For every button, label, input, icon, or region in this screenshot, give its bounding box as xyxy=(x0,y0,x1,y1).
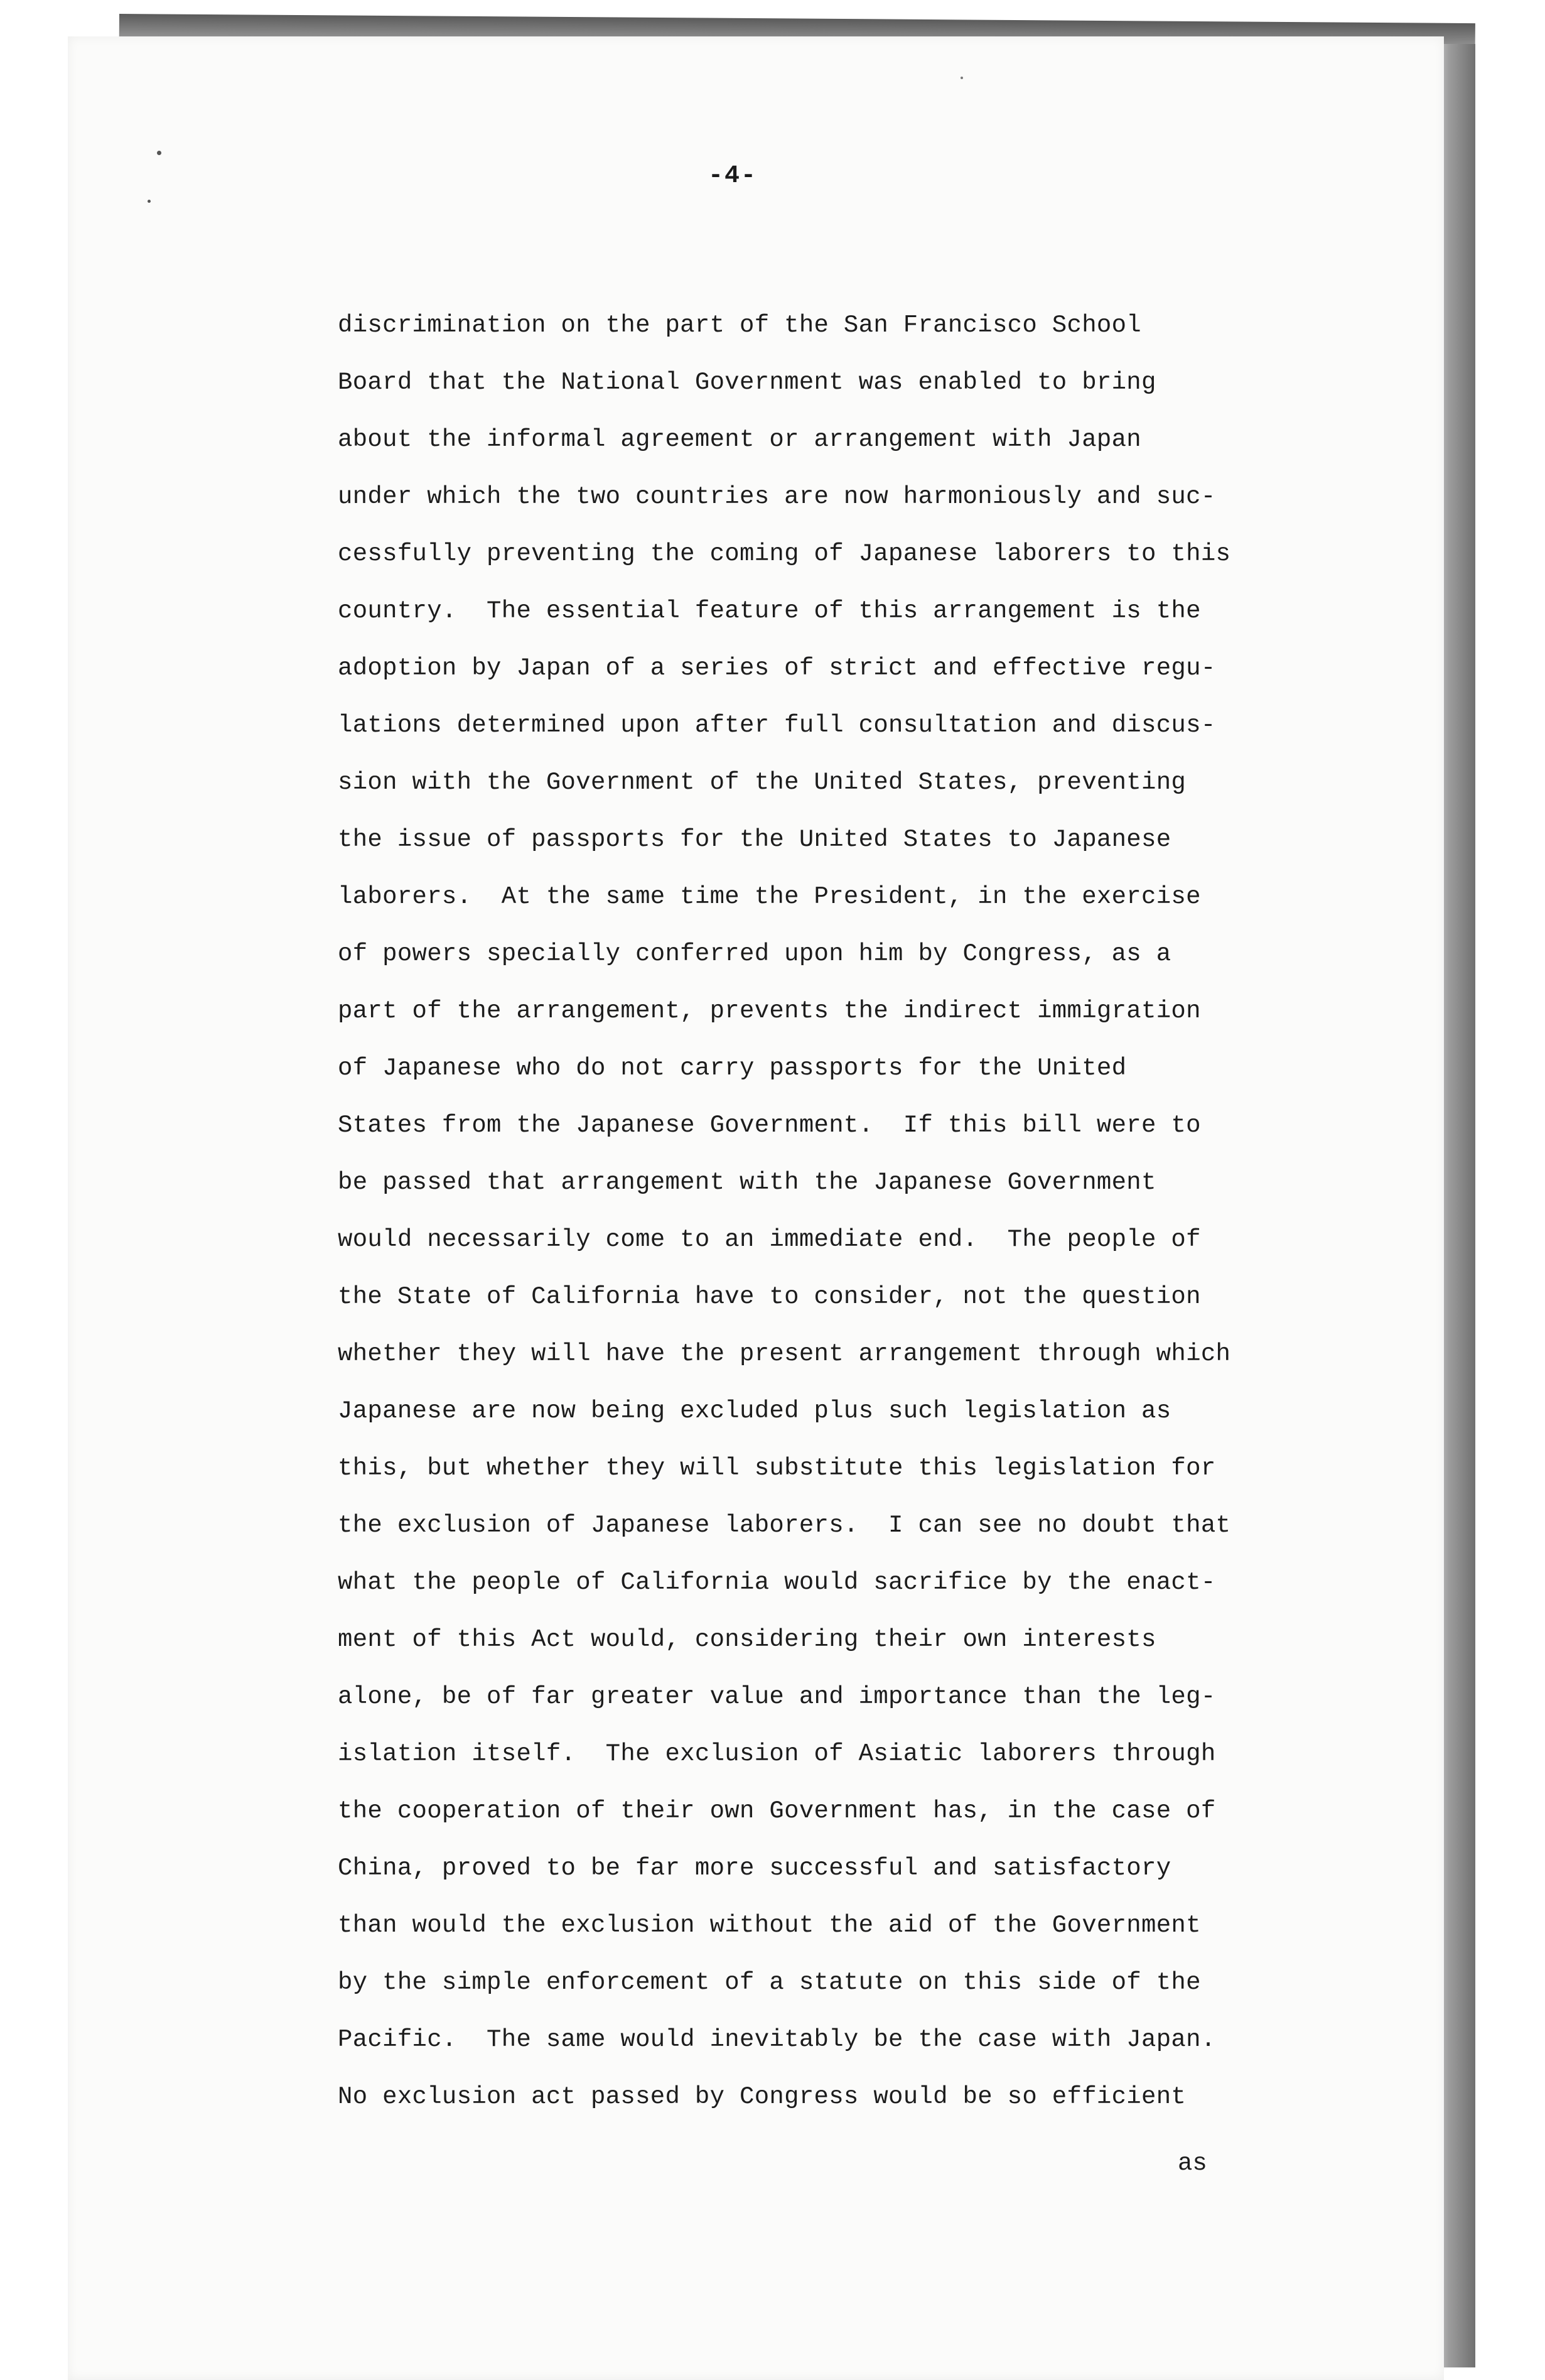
text-line: would necessarily come to an immediate end. The people of xyxy=(338,1226,1201,1253)
text-line: what the people of California would sacrifice by the enact- xyxy=(338,1569,1216,1596)
text-line: be passed that arrangement with the Japanese Government xyxy=(338,1169,1156,1196)
text-line: sion with the Government of the United States, preventing xyxy=(338,769,1187,796)
text-line: Japanese are now being excluded plus such legislation as xyxy=(338,1397,1171,1425)
text-line: ment of this Act would, considering their own interests xyxy=(338,1626,1156,1653)
text-line: the State of California have to consider, not the question xyxy=(338,1283,1201,1311)
text-line: the issue of passports for the United States to Japanese xyxy=(338,826,1171,853)
body-text xyxy=(338,306,1418,2135)
paper-speck xyxy=(157,151,161,155)
paper-speck xyxy=(961,77,963,79)
text-line: part of the arrangement, prevents the indirect immigration xyxy=(338,997,1201,1025)
page-number: -4- xyxy=(708,162,757,190)
text-line: Pacific. The same would inevitably be the case with Japan. xyxy=(338,2026,1216,2053)
text-line: States from the Japanese Government. If this bill were to xyxy=(338,1112,1201,1139)
catchword: as xyxy=(1178,2150,1207,2177)
text-line: whether they will have the present arrangement through which xyxy=(338,1340,1231,1368)
text-line: this, but whether they will substitute this legislation for xyxy=(338,1454,1216,1482)
text-line: the exclusion of Japanese laborers. I can see no doubt that xyxy=(338,1512,1231,1539)
text-line: China, proved to be far more successful and satisfactory xyxy=(338,1854,1171,1882)
text-line: cessfully preventing the coming of Japanese laborers to this xyxy=(338,540,1231,568)
text-line: than would the exclusion without the aid of the Government xyxy=(338,1912,1201,1939)
text-line: country. The essential feature of this arrangement is the xyxy=(338,597,1201,625)
paper-speck xyxy=(148,200,151,203)
text-line: islation itself. The exclusion of Asiatic laborers through xyxy=(338,1740,1216,1768)
text-line: alone, be of far greater value and importance than the leg- xyxy=(338,1683,1216,1711)
text-line: laborers. At the same time the President, in the exercise xyxy=(338,883,1201,911)
text-line: about the informal agreement or arrangement with Japan xyxy=(338,426,1142,453)
text-line: Board that the National Government was enabled to bring xyxy=(338,369,1156,396)
text-line: of powers specially conferred upon him by Congress, as a xyxy=(338,940,1171,968)
text-line: lations determined upon after full consultation and discus- xyxy=(338,711,1216,739)
text-line: the cooperation of their own Government has, in the case of xyxy=(338,1797,1216,1825)
text-line: adoption by Japan of a series of strict and effective regu- xyxy=(338,654,1216,682)
text-line: No exclusion act passed by Congress would be so efficient xyxy=(338,2083,1187,2111)
text-line: by the simple enforcement of a statute on this side of the xyxy=(338,1969,1201,1996)
text-line: discrimination on the part of the San Francisco School xyxy=(338,311,1142,339)
text-line: under which the two countries are now harmoniously and suc- xyxy=(338,483,1216,511)
text-line: of Japanese who do not carry passports for the United xyxy=(338,1054,1127,1082)
